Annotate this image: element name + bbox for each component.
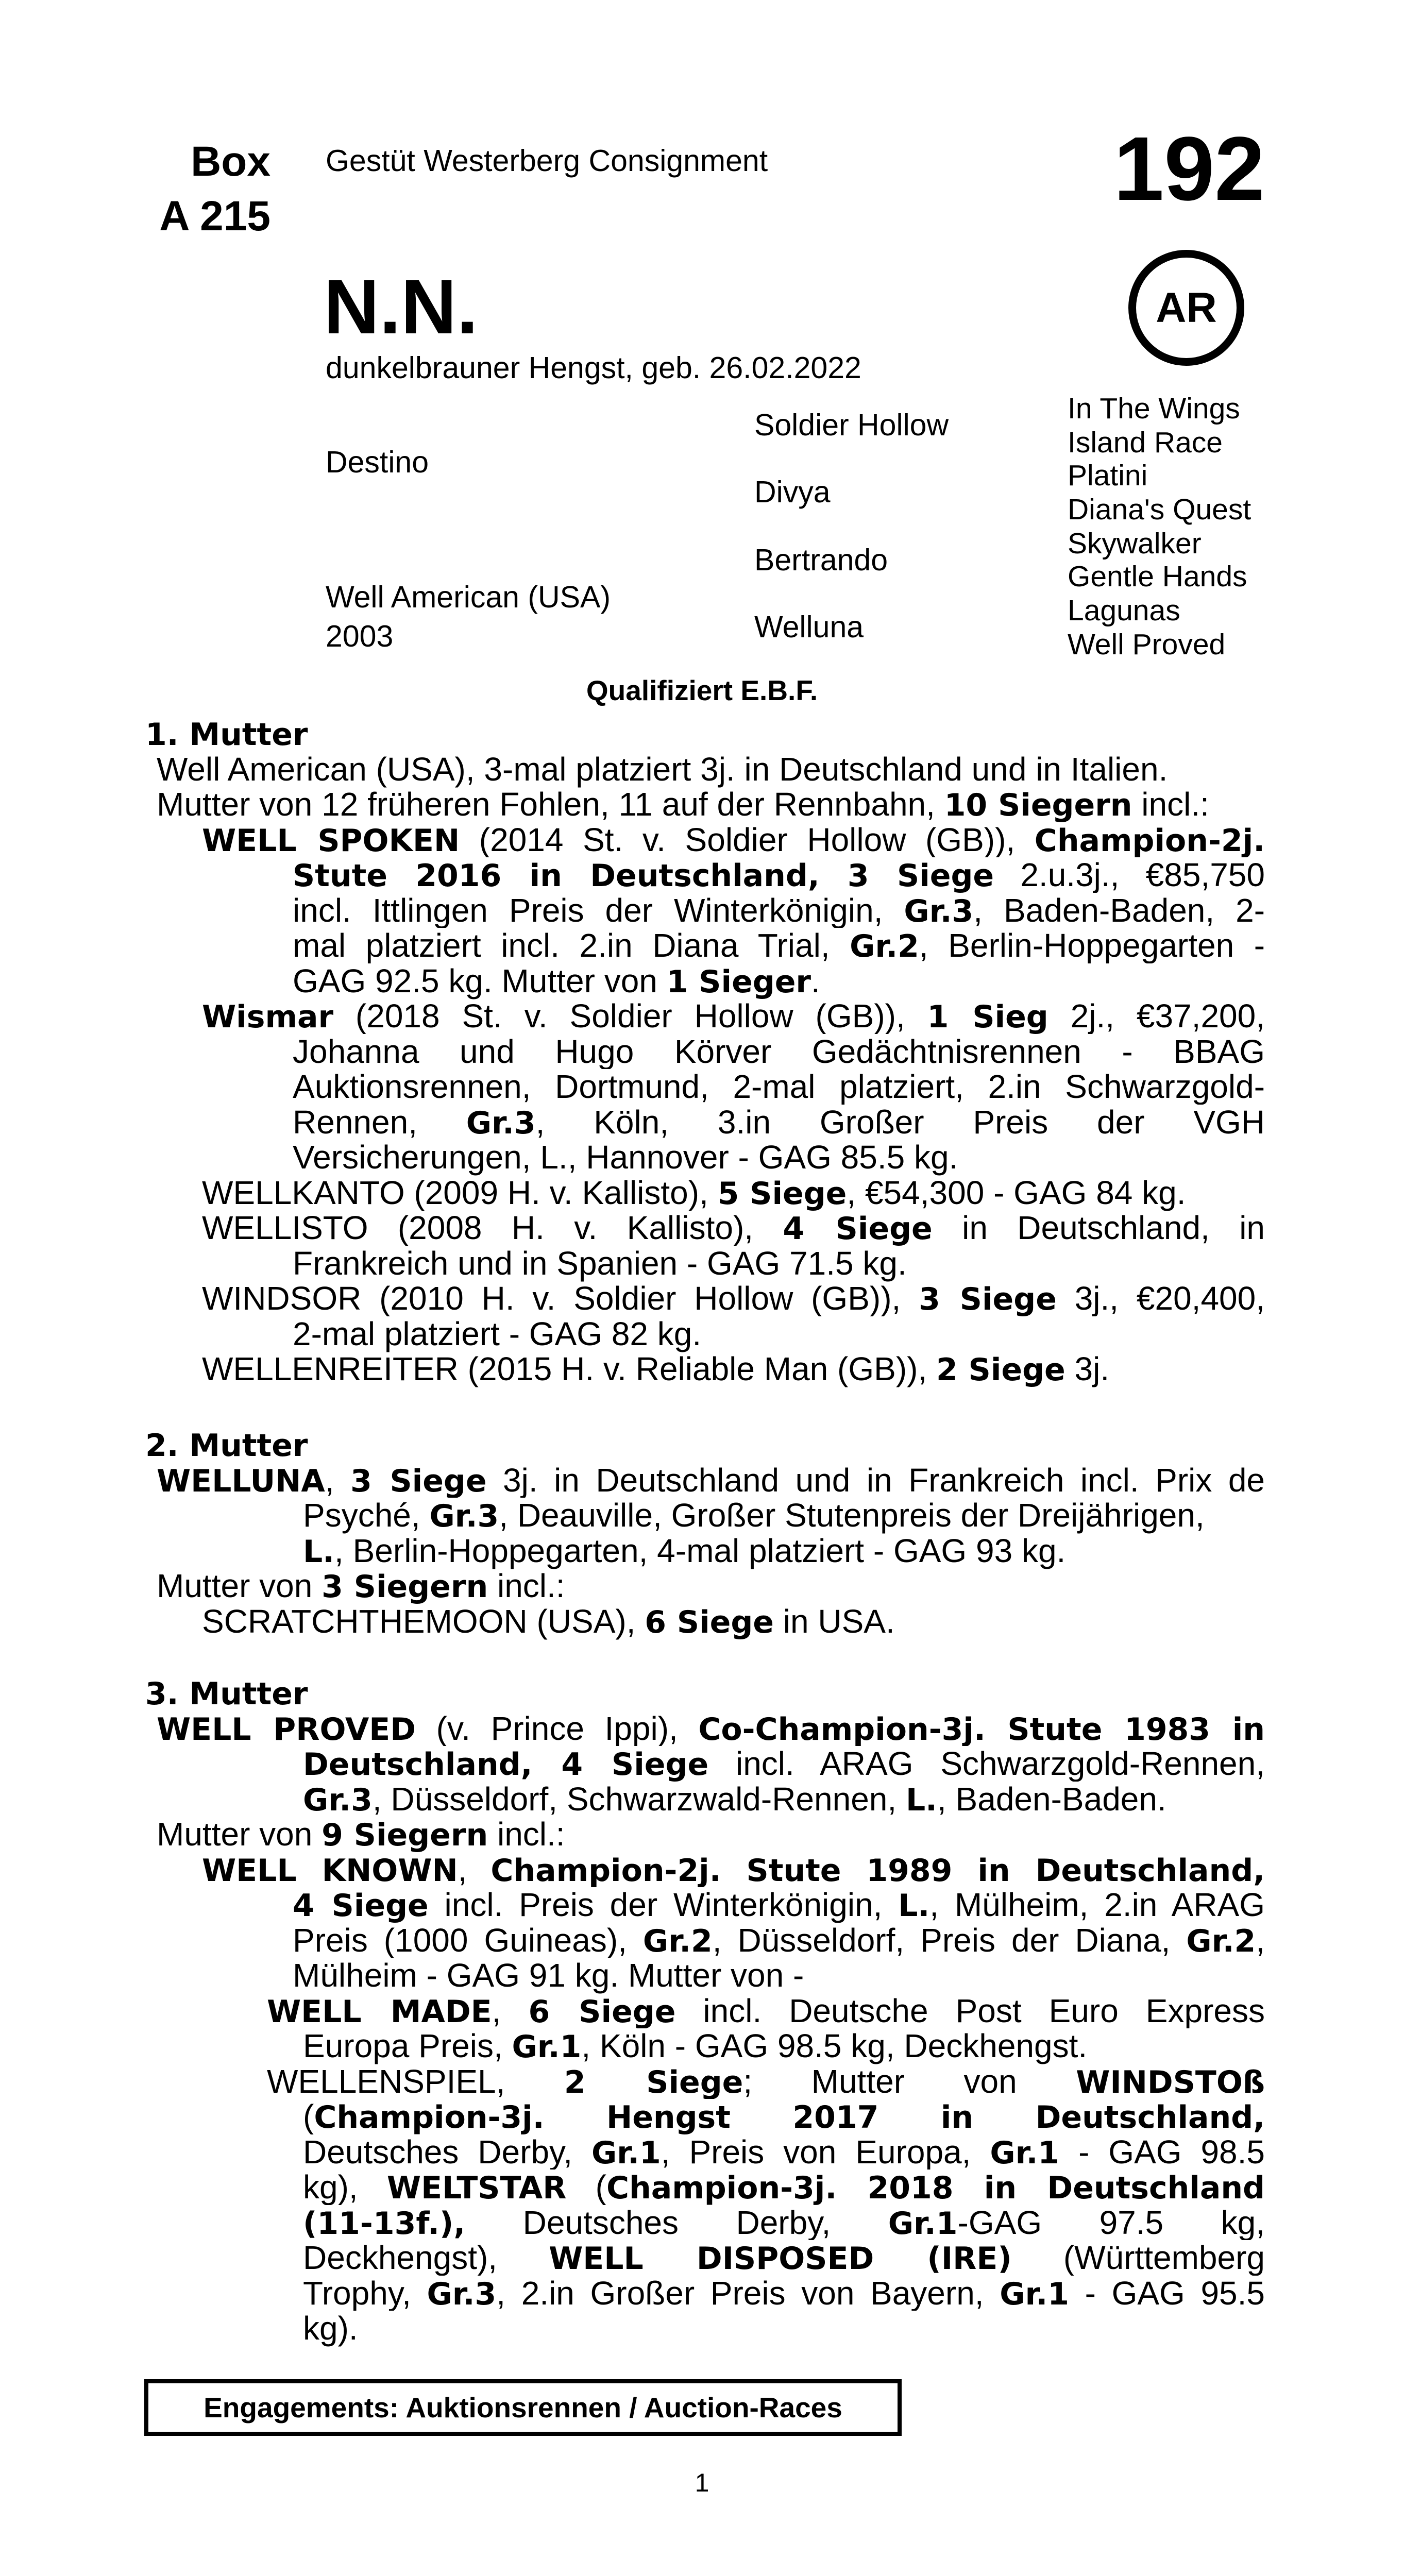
text-line: WELL PROVED (v. Prince Ippi), Co-Champion-3j. Stute 1983 in bbox=[157, 1710, 1265, 1746]
progeny-line: WINDSOR (2010 H. v. Soldier Hollow (GB)), 3 Siege 3j., €20,400, bbox=[202, 1281, 1265, 1316]
progeny-line: WELL SPOKEN (2014 St. v. Soldier Hollow (GB)), Champion-2j. bbox=[202, 822, 1265, 857]
progeny-line: Frankreich und in Spanien - GAG 71.5 kg. bbox=[293, 1244, 907, 1282]
page-number: 1 bbox=[695, 2468, 709, 2497]
progeny-line: GAG 92.5 kg. Mutter von 1 Sieger. bbox=[293, 962, 820, 1000]
box-label: Box bbox=[191, 138, 270, 185]
pedigree-great-grandparent: Platini bbox=[1068, 459, 1148, 492]
pedigree-grandparent: Bertrando bbox=[754, 543, 888, 577]
pedigree-great-grandparent: Lagunas bbox=[1068, 594, 1180, 627]
section-heading: 3. Mutter bbox=[145, 1676, 308, 1712]
progeny-line: Auktionsrennen, Dortmund, 2-mal platziert, 2.in Schwarzgold- bbox=[293, 1069, 1265, 1105]
section-second-dam bbox=[145, 1427, 1265, 1639]
text-line: Gr.3, Düsseldorf, Schwarzwald-Rennen, L., Baden-Baden. bbox=[303, 1780, 1166, 1818]
progeny-line: Versicherungen, L., Hannover - GAG 85.5 kg. bbox=[293, 1139, 958, 1176]
progeny-line: Trophy, Gr.3, 2.in Großer Preis von Bayern, Gr.1 - GAG 95.5 bbox=[303, 2275, 1265, 2311]
progeny-line: WELLKANTO (2009 H. v. Kallisto), 5 Siege, €54,300 - GAG 84 kg. bbox=[202, 1174, 1186, 1212]
progeny-line: (Champion-3j. Hengst 2017 in Deutschland, bbox=[303, 2099, 1265, 2134]
progeny-line: 4 Siege incl. Preis der Winterkönigin, L., Mülheim, 2.in ARAG bbox=[293, 1887, 1265, 1923]
progeny-line: WELL MADE, 6 Siege incl. Deutsche Post Euro Express bbox=[267, 1993, 1265, 2028]
lot-number: 192 bbox=[1113, 118, 1265, 219]
pedigree-great-grandparent: Diana's Quest bbox=[1068, 493, 1251, 526]
pedigree-dam: Well American (USA) bbox=[326, 580, 611, 614]
text-line: Well American (USA), 3-mal platziert 3j. in Deutschland und in Italien. bbox=[157, 750, 1168, 788]
text-line: WELLUNA, 3 Siege 3j. in Deutschland und in Frankreich incl. Prix de bbox=[157, 1462, 1265, 1498]
box-number: A 215 bbox=[159, 193, 270, 240]
pedigree-dam-year: 2003 bbox=[326, 619, 394, 653]
section-heading: 1. Mutter bbox=[145, 717, 308, 753]
horse-description: dunkelbrauner Hengst, geb. 26.02.2022 bbox=[326, 351, 861, 385]
progeny-line: kg). bbox=[303, 2310, 358, 2347]
progeny-line: WELL KNOWN, Champion-2j. Stute 1989 in Deutschland, bbox=[202, 1852, 1265, 1887]
text-line: Deutschland, 4 Siege incl. ARAG Schwarzgold-Rennen, bbox=[303, 1746, 1265, 1782]
progeny-line: 2-mal platziert - GAG 82 kg. bbox=[293, 1315, 702, 1352]
consignor: Gestüt Westerberg Consignment bbox=[326, 144, 768, 178]
progeny-line: Rennen, Gr.3, Köln, 3.in Großer Preis der VGH bbox=[293, 1104, 1265, 1140]
section-first-dam bbox=[145, 716, 1265, 1387]
section-heading: 2. Mutter bbox=[145, 1428, 308, 1464]
text-line: Mutter von 12 früheren Fohlen, 11 auf der Rennbahn, 10 Siegern incl.: bbox=[157, 786, 1209, 823]
progeny-line: incl. Ittlingen Preis der Winterkönigin, Gr.3, Baden-Baden, 2- bbox=[293, 892, 1265, 928]
text-line: Psyché, Gr.3, Deauville, Großer Stutenpreis der Dreijährigen, bbox=[303, 1497, 1205, 1534]
ar-badge bbox=[1128, 250, 1244, 366]
progeny-line: WELLENSPIEL, 2 Siege; Mutter von WINDSTOß bbox=[267, 2063, 1265, 2099]
progeny-line: (11-13f.), Deutsches Derby, Gr.1-GAG 97.5 kg, bbox=[303, 2205, 1265, 2240]
progeny-line: Stute 2016 in Deutschland, 3 Siege 2.u.3j., €85,750 bbox=[293, 857, 1265, 893]
progeny-line: WELLISTO (2008 H. v. Kallisto), 4 Siege in Deutschland, in bbox=[202, 1210, 1265, 1246]
progeny-line: Deutsches Derby, Gr.1, Preis von Europa, Gr.1 - GAG 98.5 bbox=[303, 2134, 1265, 2170]
pedigree-great-grandparent: Island Race bbox=[1068, 426, 1223, 459]
progeny-line: WELLENREITER (2015 H. v. Reliable Man (GB)), 2 Siege 3j. bbox=[202, 1350, 1110, 1388]
progeny-line: Wismar (2018 St. v. Soldier Hollow (GB)), 1 Sieg 2j., €37,200, bbox=[202, 998, 1265, 1034]
ar-badge-label: AR bbox=[1156, 284, 1217, 331]
text-line: L., Berlin-Hoppegarten, 4-mal platziert - GAG 93 kg. bbox=[303, 1532, 1066, 1570]
horse-name: N.N. bbox=[324, 263, 478, 350]
text-line: Mutter von 9 Siegern incl.: bbox=[157, 1816, 565, 1853]
pedigree-grandparent: Soldier Hollow bbox=[754, 408, 949, 442]
pedigree-great-grandparent: Well Proved bbox=[1068, 628, 1226, 661]
engagements-box bbox=[144, 2379, 902, 2436]
progeny-line: Deckhengst), WELL DISPOSED (IRE) (Württemberg bbox=[303, 2240, 1265, 2276]
progeny-line: Europa Preis, Gr.1, Köln - GAG 98.5 kg, Deckhengst. bbox=[303, 2027, 1088, 2065]
progeny-line: Mülheim - GAG 91 kg. Mutter von - bbox=[293, 1957, 804, 1994]
section-third-dam bbox=[145, 1675, 1265, 2346]
progeny-line: Johanna und Hugo Körver Gedächtnisrennen - BBAG bbox=[293, 1033, 1265, 1069]
engagements-label: Engagements: Auktionsrennen / Auction-Races bbox=[204, 2392, 842, 2424]
progeny-line: Preis (1000 Guineas), Gr.2, Düsseldorf, Preis der Diana, Gr.2, bbox=[293, 1922, 1265, 1958]
progeny-line: kg), WELTSTAR (Champion-3j. 2018 in Deutschland bbox=[303, 2170, 1265, 2205]
pedigree-sire: Destino bbox=[326, 445, 429, 479]
qualified-note: Qualifiziert E.B.F. bbox=[586, 674, 818, 706]
pedigree-great-grandparent: Gentle Hands bbox=[1068, 560, 1247, 593]
progeny-line: mal platziert incl. 2.in Diana Trial, Gr.2, Berlin-Hoppegarten - bbox=[293, 928, 1265, 963]
pedigree-great-grandparent: In The Wings bbox=[1068, 392, 1240, 425]
progeny-line: SCRATCHTHEMOON (USA), 6 Siege in USA. bbox=[202, 1602, 895, 1640]
pedigree-grandparent: Welluna bbox=[754, 610, 864, 644]
pedigree-great-grandparent: Skywalker bbox=[1068, 527, 1202, 560]
text-line: Mutter von 3 Siegern incl.: bbox=[157, 1567, 565, 1605]
pedigree-grandparent: Divya bbox=[754, 475, 831, 509]
